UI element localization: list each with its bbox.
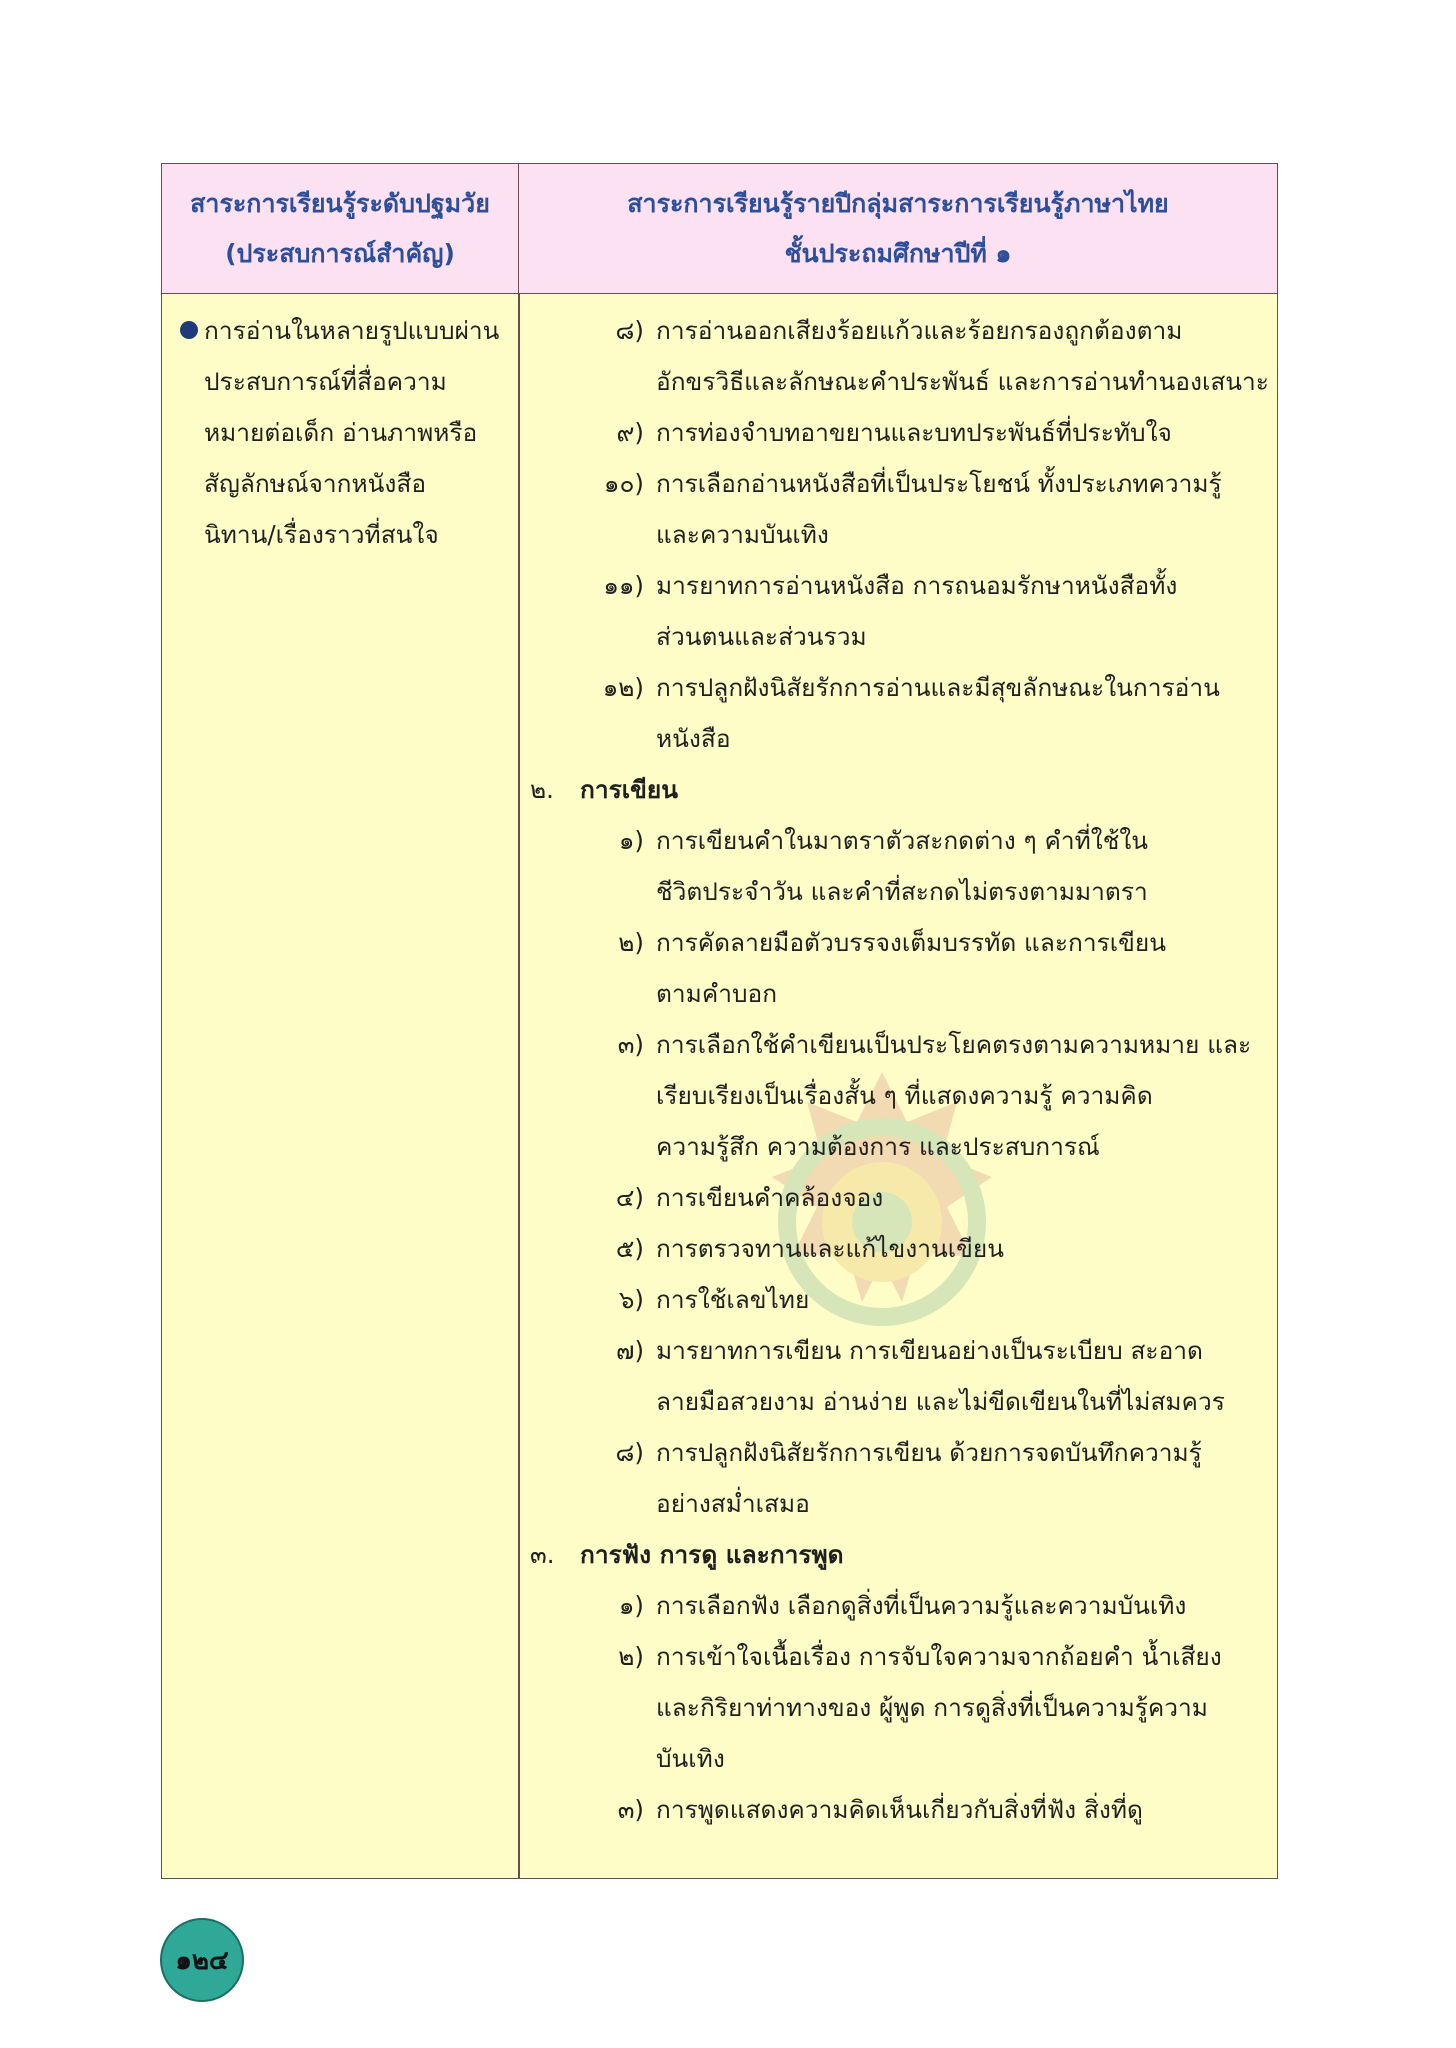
list-item-continuation: [530, 866, 1270, 917]
bullet-icon: [180, 321, 198, 339]
item-text: การท่องจำบทอาขยานและบทประพันธ์ที่ประทับใจ: [656, 418, 1172, 447]
curriculum-table: [161, 163, 1278, 1879]
list-item-writing-5: [530, 1223, 1270, 1274]
item-number: ๑๐): [603, 469, 644, 498]
list-item-listening-2: [530, 1631, 1270, 1682]
item-text: ความรู้สึก ความต้องการ และประสบการณ์: [656, 1132, 1100, 1161]
list-item-reading-11: [530, 560, 1270, 611]
item-text: บันเทิง: [656, 1744, 725, 1773]
list-item-continuation: [530, 1478, 1270, 1529]
left-line: สัญลักษณ์จากหนังสือ: [204, 469, 427, 498]
item-number: ๒): [618, 928, 644, 957]
list-item-continuation: [530, 356, 1270, 407]
list-item-continuation: [530, 1121, 1270, 1172]
header-left: [162, 164, 519, 294]
item-number: ๕): [615, 1234, 644, 1263]
item-text: และกิริยาท่าทางของ ผู้พูด การดูสิ่งที่เป็นความรู้ความ: [656, 1693, 1208, 1722]
item-number: ๑): [618, 1591, 644, 1620]
item-text: เรียบเรียงเป็นเรื่องสั้น ๆ ที่แสดงความรู้ ความคิด: [656, 1081, 1153, 1110]
list-item-writing-6: [530, 1274, 1270, 1325]
list-item-reading-10: [530, 458, 1270, 509]
left-line: หมายต่อเด็ก อ่านภาพหรือ: [204, 418, 478, 447]
list-item-reading-8: [530, 305, 1270, 356]
item-number: ๘): [615, 1438, 644, 1467]
column-divider: [518, 293, 520, 1878]
list-item-continuation: [530, 1070, 1270, 1121]
item-text: มารยาทการอ่านหนังสือ การถนอมรักษาหนังสือทั้ง: [656, 571, 1178, 600]
item-text: อักขรวิธีและลักษณะคำประพันธ์ และการอ่านทำนองเสนาะ: [656, 367, 1269, 396]
list-item-writing-4: [530, 1172, 1270, 1223]
section-number: ๓.: [530, 1540, 555, 1569]
item-text: การพูดแสดงความคิดเห็นเกี่ยวกับสิ่งที่ฟัง สิ่งที่ดู: [656, 1795, 1143, 1824]
item-number: ๗): [616, 1336, 644, 1365]
left-line: การอ่านในหลายรูปแบบผ่าน: [204, 316, 500, 345]
item-number: ๔): [615, 1183, 644, 1212]
item-text: การตรวจทานและแก้ไขงานเขียน: [656, 1234, 1004, 1263]
header-left-line2: (ประสบการณ์สำคัญ): [225, 238, 455, 268]
left-line: ประสบการณ์ที่สื่อความ: [204, 367, 447, 396]
item-text: การเลือกใช้คำเขียนเป็นประโยคตรงตามความหมาย และ: [656, 1030, 1252, 1059]
item-number: ๑๒): [602, 673, 644, 702]
item-text: การเลือกอ่านหนังสือที่เป็นประโยชน์ ทั้งประเภทความรู้: [656, 469, 1222, 498]
section-heading-writing: [530, 764, 1270, 815]
list-item-writing-1: [530, 815, 1270, 866]
list-item-continuation: [530, 1733, 1270, 1784]
list-item-listening-1: [530, 1580, 1270, 1631]
item-text: การคัดลายมือตัวบรรจงเต็มบรรทัด และการเขียน: [656, 928, 1166, 957]
list-item-reading-9: [530, 407, 1270, 458]
section-number: ๒.: [530, 775, 554, 804]
header-left-line1: สาระการเรียนรู้ระดับปฐมวัย: [190, 188, 490, 218]
item-text: ชีวิตประจำวัน และคำที่สะกดไม่ตรงตามมาตรา: [656, 877, 1148, 906]
item-text: มารยาทการเขียน การเขียนอย่างเป็นระเบียบ สะอาด: [656, 1336, 1203, 1365]
left-line: นิทาน/เรื่องราวที่สนใจ: [204, 520, 439, 549]
item-text: ส่วนตนและส่วนรวม: [656, 622, 867, 651]
list-item-continuation: [530, 968, 1270, 1019]
item-text: การอ่านออกเสียงร้อยแก้วและร้อยกรองถูกต้องตาม: [656, 316, 1183, 345]
item-number: ๙): [616, 418, 644, 447]
item-text: และความบันเทิง: [656, 520, 829, 549]
list-item-writing-2: [530, 917, 1270, 968]
header-right-line1: สาระการเรียนรู้รายปีกลุ่มสาระการเรียนรู้ภาษาไทย: [627, 188, 1169, 218]
list-item-continuation: [530, 509, 1270, 560]
item-text: การเลือกฟัง เลือกดูสิ่งที่เป็นความรู้และความบันเทิง: [656, 1591, 1187, 1620]
item-text: การเขียนคำคล้องจอง: [656, 1183, 884, 1212]
section-heading-listening: [530, 1529, 1270, 1580]
header-right: [519, 164, 1277, 294]
list-item-continuation: [530, 1682, 1270, 1733]
right-column: [530, 305, 1270, 1835]
item-number: ๑๑): [603, 571, 644, 600]
section-title: การเขียน: [580, 775, 678, 804]
item-text: การใช้เลขไทย: [656, 1285, 810, 1314]
item-number: ๓): [617, 1795, 644, 1824]
list-item-writing-7: [530, 1325, 1270, 1376]
header-right-line2: ชั้นประถมศึกษาปีที่ ๑: [784, 238, 1012, 268]
item-text: ตามคำบอก: [656, 979, 778, 1008]
item-number: ๘): [615, 316, 644, 345]
item-text: หนังสือ: [656, 724, 731, 753]
section-title: การฟัง การดู และการพูด: [580, 1540, 844, 1569]
list-item-writing-3: [530, 1019, 1270, 1070]
item-number: ๒): [618, 1642, 644, 1671]
item-text: ลายมือสวยงาม อ่านง่าย และไม่ขีดเขียนในที่ไม่สมควร: [656, 1387, 1225, 1416]
item-number: ๑): [618, 826, 644, 855]
left-column-text: [204, 305, 499, 560]
item-text: การเขียนคำในมาตราตัวสะกดต่าง ๆ คำที่ใช้ใน: [656, 826, 1149, 855]
list-item-writing-8: [530, 1427, 1270, 1478]
item-text: การปลูกฝังนิสัยรักการอ่านและมีสุขลักษณะในการอ่าน: [656, 673, 1220, 702]
page-number: ๑๒๔: [175, 1945, 229, 1976]
list-item-continuation: [530, 713, 1270, 764]
item-text: การปลูกฝังนิสัยรักการเขียน ด้วยการจดบันทึกความรู้: [656, 1438, 1202, 1467]
item-text: การเข้าใจเนื้อเรื่อง การจับใจความจากถ้อยคำ น้ำเสียง: [656, 1642, 1222, 1671]
list-item-continuation: [530, 611, 1270, 662]
page-number-badge: [160, 1918, 244, 2002]
item-number: ๓): [617, 1030, 644, 1059]
list-item-reading-12: [530, 662, 1270, 713]
item-number: ๖): [618, 1285, 644, 1314]
item-text: อย่างสม่ำเสมอ: [656, 1489, 810, 1518]
list-item-listening-3: [530, 1784, 1270, 1835]
list-item-continuation: [530, 1376, 1270, 1427]
